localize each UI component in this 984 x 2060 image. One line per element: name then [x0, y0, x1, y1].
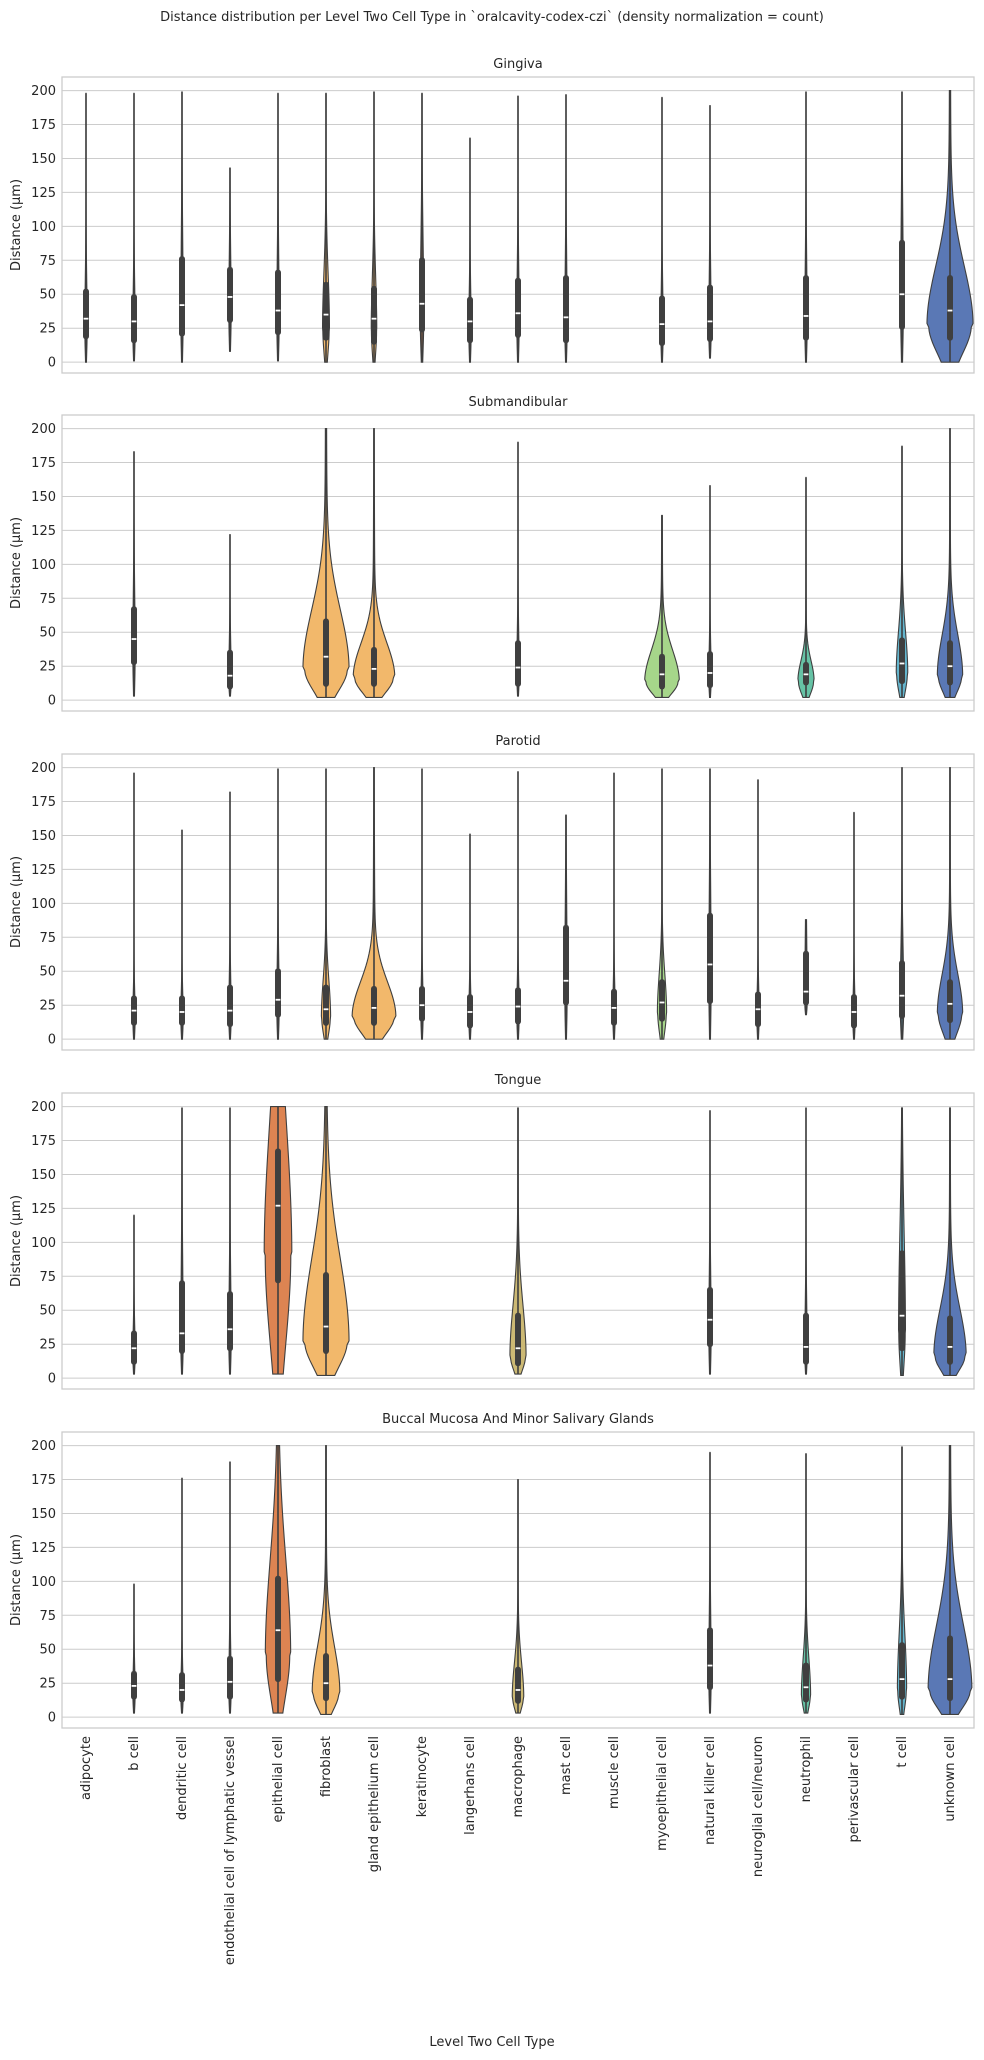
- y-tick-label: 100: [31, 1574, 56, 1590]
- x-tick-label: natural killer cell: [703, 1736, 718, 1845]
- y-tick-label: 200: [31, 1439, 56, 1455]
- x-tick-label: gland epithelium cell: [367, 1736, 382, 1873]
- y-tick-label: 125: [31, 1201, 56, 1217]
- y-tick-label: 0: [47, 1032, 56, 1048]
- x-tick-label: epithelial cell: [271, 1736, 286, 1823]
- y-tick-label: 150: [31, 151, 56, 167]
- x-tick-label: adipocyte: [79, 1736, 94, 1800]
- y-tick-label: 100: [31, 1235, 56, 1251]
- x-tick-label: langerhans cell: [463, 1736, 478, 1835]
- x-tick-label: unknown cell: [943, 1736, 958, 1822]
- panel-5: [9, 1412, 974, 1728]
- panel-title: Tongue: [494, 1073, 542, 1088]
- x-tick-label: mast cell: [559, 1736, 574, 1796]
- y-tick-label: 25: [39, 1337, 56, 1353]
- x-tick-label: neutrophil: [799, 1736, 814, 1803]
- x-tick-label: dendritic cell: [175, 1736, 190, 1821]
- panels-group: [9, 57, 974, 1728]
- y-tick-label: 200: [31, 84, 56, 100]
- y-axis-label: Distance (µm): [9, 855, 24, 949]
- panel-title: Submandibular: [468, 395, 568, 410]
- y-tick-label: 100: [31, 219, 56, 235]
- y-tick-label: 200: [31, 1100, 56, 1116]
- y-tick-label: 175: [31, 1473, 56, 1489]
- y-axis-label: Distance (µm): [9, 178, 24, 272]
- figure-title: Distance distribution per Level Two Cell Type in `oralcavity-codex-czi` (density normalization = count): [160, 10, 824, 25]
- y-tick-label: 100: [31, 896, 56, 912]
- x-axis-tick-labels: [79, 1736, 958, 1965]
- y-tick-label: 150: [31, 1167, 56, 1183]
- x-tick-label: myoepithelial cell: [655, 1736, 670, 1851]
- y-tick-label: 125: [31, 862, 56, 878]
- y-tick-label: 100: [31, 557, 56, 573]
- y-axis-label: Distance (µm): [9, 516, 24, 610]
- x-tick-label: neuroglial cell/neuron: [751, 1736, 766, 1878]
- y-tick-label: 125: [31, 1540, 56, 1556]
- y-tick-label: 75: [39, 253, 56, 269]
- x-tick-label: b cell: [127, 1736, 142, 1771]
- x-tick-label: fibroblast: [319, 1736, 334, 1798]
- y-tick-label: 25: [39, 998, 56, 1014]
- y-tick-label: 75: [39, 1608, 56, 1624]
- y-tick-label: 175: [31, 1134, 56, 1150]
- y-tick-label: 25: [39, 659, 56, 675]
- y-tick-label: 0: [47, 355, 56, 371]
- x-tick-label: muscle cell: [607, 1736, 622, 1809]
- panel-2: [9, 395, 974, 711]
- y-tick-label: 175: [31, 795, 56, 811]
- y-tick-label: 50: [39, 1642, 56, 1658]
- y-tick-label: 150: [31, 1506, 56, 1522]
- y-tick-label: 200: [31, 761, 56, 777]
- y-tick-label: 75: [39, 930, 56, 946]
- x-tick-label: perivascular cell: [847, 1736, 862, 1843]
- y-axis-label: Distance (µm): [9, 1533, 24, 1627]
- x-tick-label: t cell: [895, 1736, 910, 1768]
- panel-title: Gingiva: [493, 57, 543, 72]
- y-tick-label: 0: [47, 1710, 56, 1726]
- y-tick-label: 125: [31, 523, 56, 539]
- y-tick-label: 150: [31, 828, 56, 844]
- y-tick-label: 150: [31, 489, 56, 505]
- y-tick-label: 25: [39, 321, 56, 337]
- y-tick-label: 25: [39, 1676, 56, 1692]
- y-tick-label: 75: [39, 1269, 56, 1285]
- y-tick-label: 125: [31, 185, 56, 201]
- panel-title: Buccal Mucosa And Minor Salivary Glands: [382, 1412, 654, 1427]
- y-tick-label: 50: [39, 287, 56, 303]
- y-tick-label: 175: [31, 456, 56, 472]
- panel-title: Parotid: [495, 734, 541, 749]
- y-tick-label: 50: [39, 1303, 56, 1319]
- x-tick-label: keratinocyte: [415, 1736, 430, 1818]
- y-tick-label: 175: [31, 118, 56, 134]
- x-tick-label: endothelial cell of lymphatic vessel: [223, 1736, 238, 1966]
- panel-3: [9, 734, 974, 1050]
- y-tick-label: 200: [31, 422, 56, 438]
- panel-1: [9, 57, 974, 373]
- x-tick-label: macrophage: [511, 1736, 526, 1818]
- y-tick-label: 50: [39, 964, 56, 980]
- panel-4: [9, 1073, 974, 1389]
- y-tick-label: 50: [39, 625, 56, 641]
- y-tick-label: 0: [47, 1371, 56, 1387]
- y-tick-label: 0: [47, 693, 56, 709]
- y-tick-label: 75: [39, 591, 56, 607]
- y-axis-label: Distance (µm): [9, 1194, 24, 1288]
- x-axis-label: Level Two Cell Type: [429, 2035, 555, 2050]
